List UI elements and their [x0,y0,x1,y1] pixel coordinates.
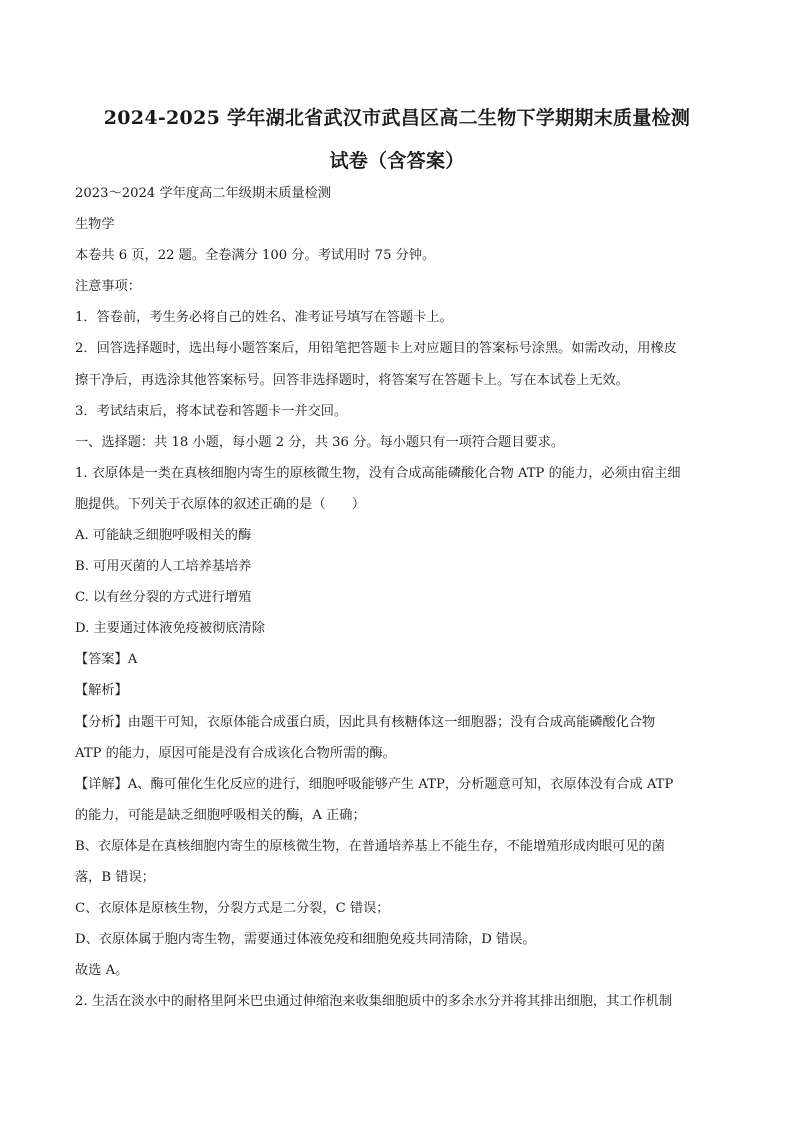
question-1-c: C、衣原体是原核生物，分裂方式是二分裂，C 错误； [75,901,390,916]
question-2-line1: 2. 生活在淡水中的耐格里阿米巴虫通过伸缩泡来收集细胞质中的多余水分并将其排出细胞，其工作机制 [75,994,673,1009]
document-title-line1: 2024-2025 学年湖北省武汉市武昌区高二生物下学期期末质量检测 [103,107,691,129]
question-1-analysis-line2: ATP 的能力，原因可能是没有合成该化合物所需的酶。 [75,746,396,761]
note-2-line1: 2．回答选择题时，选出每小题答案后，用铅笔把答题卡上对应题目的答案标号涂黑。如需改动，用橡皮 [75,341,677,356]
question-1-explanation-label: 【解析】 [75,683,128,698]
note-1: 1．答卷前，考生务必将自己的姓名、准考证号填写在答题卡上。 [75,310,453,325]
question-1-choice: 故选 A。 [75,963,129,978]
notes-heading: 注意事项： [75,279,141,294]
document-title-line2: 试卷（含答案） [329,150,465,172]
question-1-option-c: C. 以有丝分裂的方式进行增殖 [75,590,252,605]
question-1-option-a: A. 可能缺乏细胞呼吸相关的酶 [75,528,252,543]
question-1-answer: 【答案】A [75,652,138,667]
section-1-heading: 一、选择题：共 18 小题，每小题 2 分，共 36 分。每小题只有一项符合题目要求。 [75,435,565,450]
question-1-line1: 1. 衣原体是一类在真核细胞内寄生的原核微生物，没有合成高能磷酸化合物 ATP 的能力，必须由宿主细 [75,466,681,481]
question-1-option-d: D. 主要通过体液免疫被彻底清除 [75,621,265,636]
question-1-d: D、衣原体属于胞内寄生物，需要通过体液免疫和细胞免疫共同清除，D 错误。 [75,932,536,947]
note-2-line2: 擦干净后，再选涂其他答案标号。回答非选择题时，将答案写在答题卡上。写在本试卷上无效。 [75,373,629,388]
question-1-detail-line2: 的能力，可能是缺乏细胞呼吸相关的酶，A 正确； [75,808,366,823]
subject-line: 生物学 [75,217,115,232]
question-1-line2: 胞提供。下列关于衣原体的叙述正确的是（ ） [75,497,366,512]
question-1-b-line2: 落，B 错误； [75,870,155,885]
question-1-option-b: B. 可用灭菌的人工培养基培养 [75,559,252,574]
question-1-analysis-line1: 【分析】由题干可知，衣原体能合成蛋白质，因此具有核糖体这一细胞器；没有合成高能磷酸化合物 [75,715,656,730]
question-1-b-line1: B、衣原体是在真核细胞内寄生的原核微生物，在普通培养基上不能生存，不能增殖形成肉眼可见的菌 [75,839,665,854]
exam-info: 本卷共 6 页，22 题。全卷满分 100 分。考试用时 75 分钟。 [75,248,436,263]
question-1-detail-line1: 【详解】A、酶可催化生化反应的进行，细胞呼吸能够产生 ATP，分析题意可知，衣原体没有合成 ATP [75,777,674,792]
note-3: 3．考试结束后，将本试卷和答题卡一并交回。 [75,404,348,419]
exam-header: 2023～2024 学年度高二年级期末质量检测 [75,186,331,201]
